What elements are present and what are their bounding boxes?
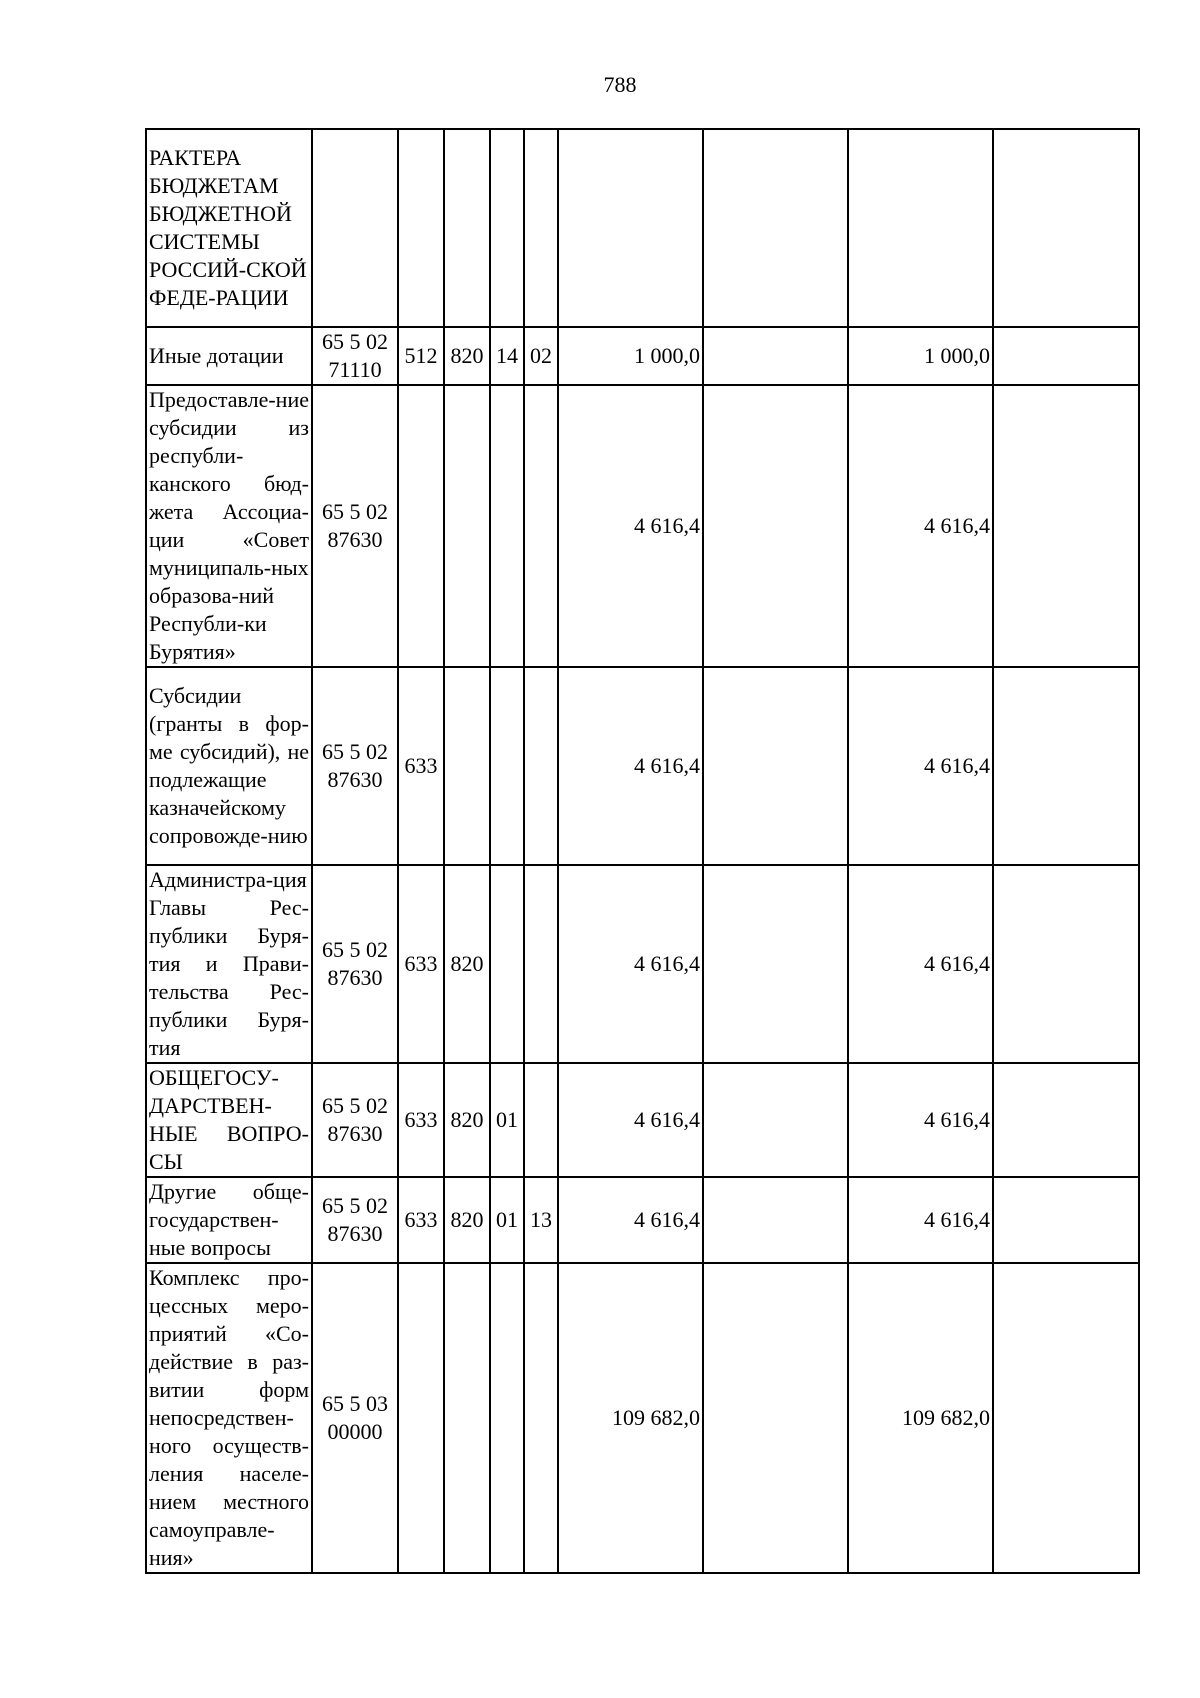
row-sum-2 [703,129,848,327]
row-name: Иные дотации [146,327,312,385]
row-sum-4 [993,1263,1139,1573]
page-number: 788 [603,72,637,97]
row-name: Субсидии (гранты в фор-ме субсидий), не подлежащие казначейскому сопровожде-нию [146,667,312,865]
row-grbs [444,129,490,327]
row-code: 65 5 02 87630 [312,667,398,865]
row-sum-3 [848,129,993,327]
row-code: 65 5 02 87630 [312,385,398,667]
row-rz [490,865,524,1063]
row-code: 65 5 03 00000 [312,1263,398,1573]
row-name: Администра-ция Главы Рес-публики Буря-тия и Прави-тельства Рес-публики Буря-тия [146,865,312,1063]
row-pr [524,865,558,1063]
row-pr [524,129,558,327]
row-pr [524,385,558,667]
row-rz [490,385,524,667]
row-code [312,129,398,327]
row-pr [524,1263,558,1573]
row-code: 65 5 02 71110 [312,327,398,385]
row-code: 65 5 02 87630 [312,865,398,1063]
table-row [146,385,1139,667]
row-sum-4 [993,129,1139,327]
row-name: ОБЩЕГОСУ-ДАРСТВЕН-НЫЕ ВОПРО-СЫ [146,1063,312,1177]
row-sum-2 [703,1063,848,1177]
row-code: 65 5 02 87630 [312,1177,398,1263]
row-grbs [444,1263,490,1573]
row-sum-2 [703,667,848,865]
row-sum-1 [558,129,703,327]
row-pr: 13 [524,1177,558,1263]
row-rz: 01 [490,1177,524,1263]
row-sum-3: 4 616,4 [848,865,993,1063]
row-grbs [444,667,490,865]
row-sum-4 [993,667,1139,865]
row-sum-4 [993,327,1139,385]
row-sum-3: 1 000,0 [848,327,993,385]
row-vr: 512 [398,327,444,385]
row-sum-1: 4 616,4 [558,385,703,667]
table-row [146,1063,1139,1177]
row-sum-3: 4 616,4 [848,1063,993,1177]
row-grbs: 820 [444,1177,490,1263]
row-rz [490,1263,524,1573]
row-rz [490,667,524,865]
table-row [146,1177,1139,1263]
table-row [146,327,1139,385]
row-grbs: 820 [444,327,490,385]
row-sum-4 [993,1177,1139,1263]
row-sum-2 [703,865,848,1063]
row-vr [398,385,444,667]
row-name: РАКТЕРА БЮДЖЕТАМ БЮДЖЕТНОЙ СИСТЕМЫ РОССИЙ-СКОЙ ФЕДЕ-РАЦИИ [146,129,312,327]
row-sum-1: 4 616,4 [558,865,703,1063]
row-rz [490,129,524,327]
row-sum-4 [993,865,1139,1063]
table-row [146,129,1139,327]
row-sum-3: 4 616,4 [848,385,993,667]
row-code: 65 5 02 87630 [312,1063,398,1177]
row-name: Предоставле-ние субсидии из республи-канского бюд-жета Ассоциа-ции «Совет муниципаль-ных образова-ний Республи-ки Бурятия» [146,385,312,667]
row-rz: 01 [490,1063,524,1177]
row-name: Другие обще-государствен-ные вопросы [146,1177,312,1263]
row-pr [524,1063,558,1177]
row-rz: 14 [490,327,524,385]
budget-table [145,128,1140,1574]
row-vr: 633 [398,1177,444,1263]
row-sum-2 [703,385,848,667]
row-vr [398,129,444,327]
row-name: Комплекс про-цессных меро-приятий «Со-действие в раз-витии форм непосредствен-ного осуществ-ления населе-нием местного самоуправле-ния» [146,1263,312,1573]
row-sum-1: 4 616,4 [558,667,703,865]
row-sum-1: 4 616,4 [558,1177,703,1263]
row-pr [524,667,558,865]
row-sum-3: 4 616,4 [848,667,993,865]
row-sum-3: 109 682,0 [848,1263,993,1573]
row-sum-2 [703,1263,848,1573]
row-vr: 633 [398,667,444,865]
row-sum-4 [993,1063,1139,1177]
table-row [146,667,1139,865]
row-grbs: 820 [444,1063,490,1177]
row-sum-3: 4 616,4 [848,1177,993,1263]
row-vr [398,1263,444,1573]
table-row [146,865,1139,1063]
row-vr: 633 [398,1063,444,1177]
table-row [146,1263,1139,1573]
row-vr: 633 [398,865,444,1063]
row-sum-1: 109 682,0 [558,1263,703,1573]
row-grbs: 820 [444,865,490,1063]
row-sum-1: 1 000,0 [558,327,703,385]
row-sum-1: 4 616,4 [558,1063,703,1177]
row-sum-2 [703,327,848,385]
row-grbs [444,385,490,667]
row-sum-4 [993,385,1139,667]
row-pr: 02 [524,327,558,385]
row-sum-2 [703,1177,848,1263]
